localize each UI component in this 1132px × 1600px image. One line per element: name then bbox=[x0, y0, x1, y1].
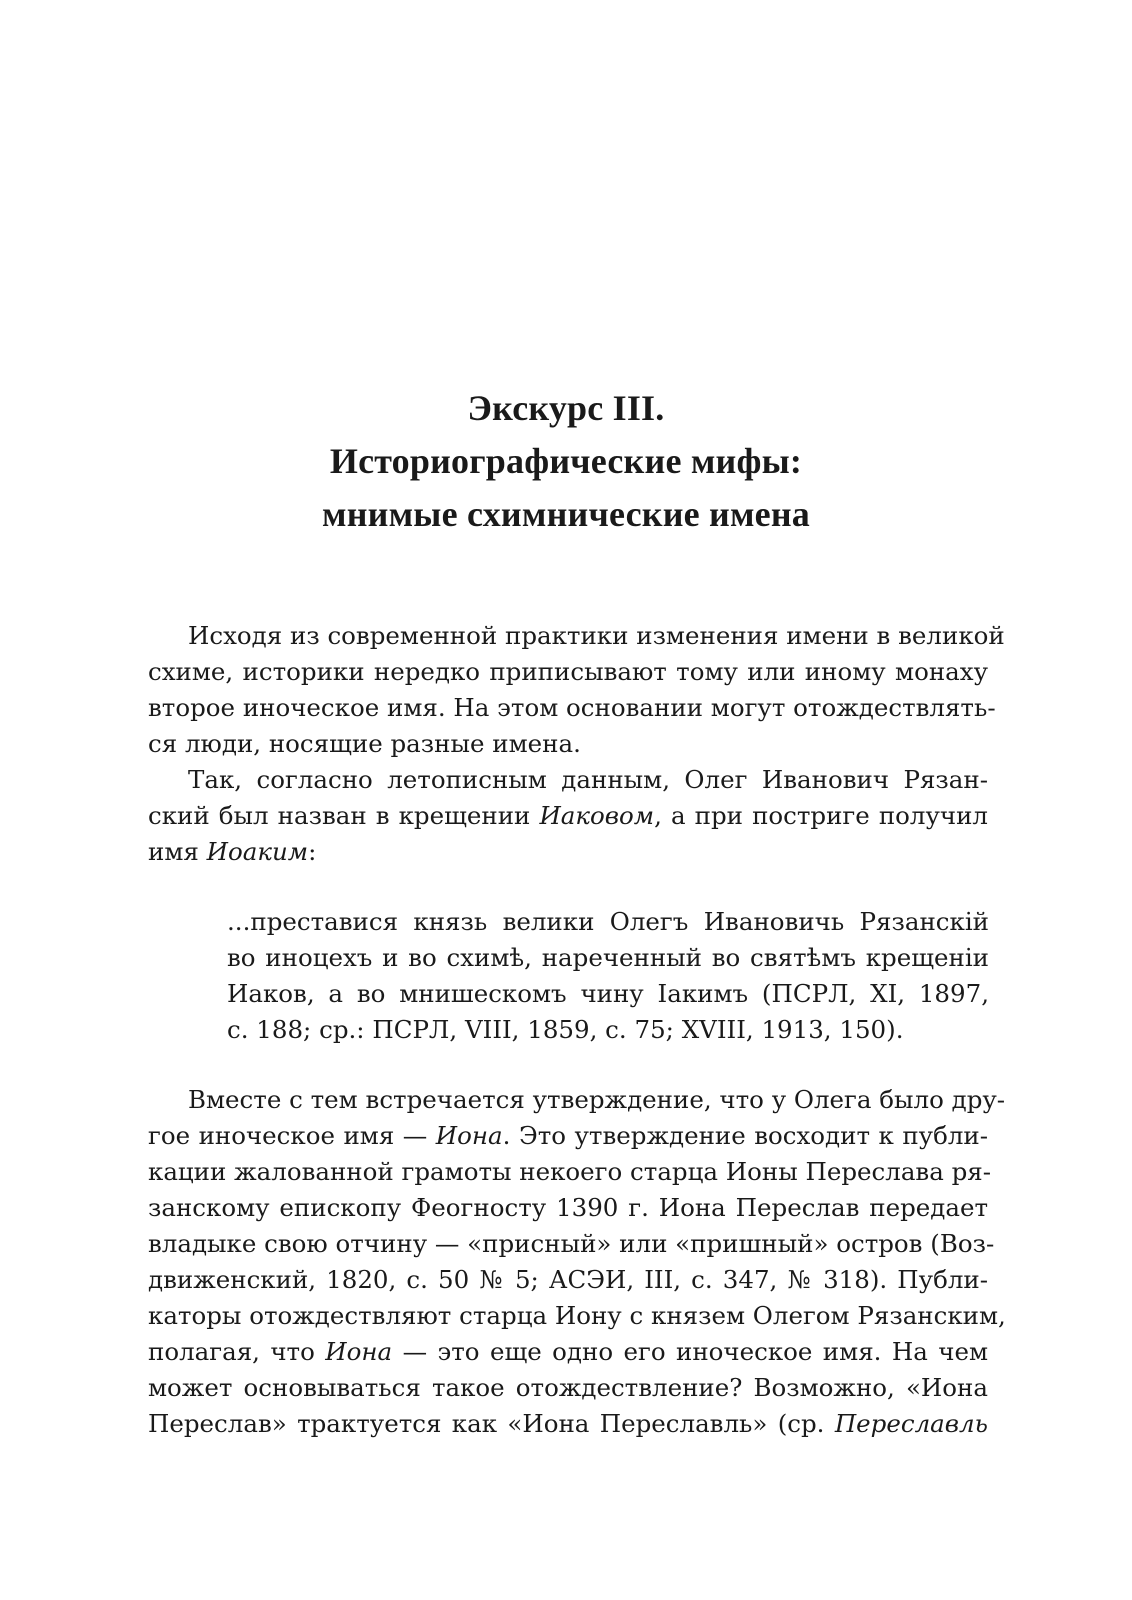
paragraph-1-line: ся люди, носящие разные имена. bbox=[148, 729, 581, 758]
quote-line: с. 188; ср.: ПСРЛ, VIII, 1859, с. 75; XVIII, 1913, 150). bbox=[227, 1015, 904, 1044]
paragraph-3-line: владыке свою отчину — «присный» или «пришный» остров (Воз- bbox=[148, 1229, 995, 1258]
monastic-name: Иоаким bbox=[206, 837, 309, 866]
paragraph-2-line: ский был назван в крещении Иаковом, а при постриге получил bbox=[148, 801, 988, 830]
paragraph-3-line: Переслав» трактуется как «Иона Переславль» (ср. Переславль bbox=[148, 1409, 988, 1438]
paragraph-3-line: кации жалованной грамоты некоего старца Ионы Переслава ря- bbox=[148, 1157, 992, 1186]
chapter-subtitle: мнимые схимнические имена bbox=[321, 494, 810, 534]
paragraph-3-line: занскому епископу Феогносту 1390 г. Иона Переслав передает bbox=[148, 1193, 988, 1222]
paragraph-3-line: полагая, что Иона — это еще одно его иноческое имя. На чем bbox=[148, 1337, 989, 1366]
paragraph-1-line: Исходя из современной практики изменения имени в великой bbox=[188, 621, 1005, 650]
paragraph-3-line: каторы отождествляют старца Иону с князем Олегом Рязанским, bbox=[148, 1301, 1006, 1330]
italic-name: Переславль bbox=[834, 1409, 988, 1438]
paragraph-3-line: Вместе с тем встречается утверждение, что у Олега было дру- bbox=[188, 1085, 1006, 1114]
paragraph-2-line: имя Иоаким: bbox=[148, 837, 317, 866]
paragraph-3-line: гое иноческое имя — Иона. Это утверждение восходит к публи- bbox=[148, 1121, 988, 1150]
quote-line: во иноцехъ и во схимѣ, нареченный во святѣмъ крещеніи bbox=[227, 943, 989, 972]
italic-name: Иона bbox=[325, 1337, 393, 1366]
paragraph-3-line: движенский, 1820, с. 50 № 5; АСЭИ, III, с. 347, № 318). Публи- bbox=[148, 1265, 988, 1294]
paragraph-1-line: второе иноческое имя. На этом основании могут отождествлять- bbox=[148, 693, 996, 722]
chapter-number: Экскурс III. bbox=[467, 388, 665, 428]
italic-name: Иона bbox=[435, 1121, 503, 1150]
quote-line: Иаков, а во мнишескомъ чину Іакимъ (ПСРЛ, XI, 1897, bbox=[227, 979, 989, 1008]
paragraph-3-line: может основываться такое отождествление? Возможно, «Иона bbox=[148, 1373, 988, 1402]
quote-line: ...преставися князь велики Олегъ Ивановичь Рязанскій bbox=[227, 907, 989, 936]
paragraph-1-line: схиме, историки нередко приписывают тому или иному монаху bbox=[148, 657, 988, 686]
paragraph-2-line: Так, согласно летописным данным, Олег Иванович Рязан- bbox=[188, 765, 988, 794]
baptismal-name: Иаковом bbox=[539, 801, 655, 830]
chapter-heading bbox=[0, 382, 1132, 541]
chapter-title: Историографические мифы: bbox=[329, 441, 803, 481]
